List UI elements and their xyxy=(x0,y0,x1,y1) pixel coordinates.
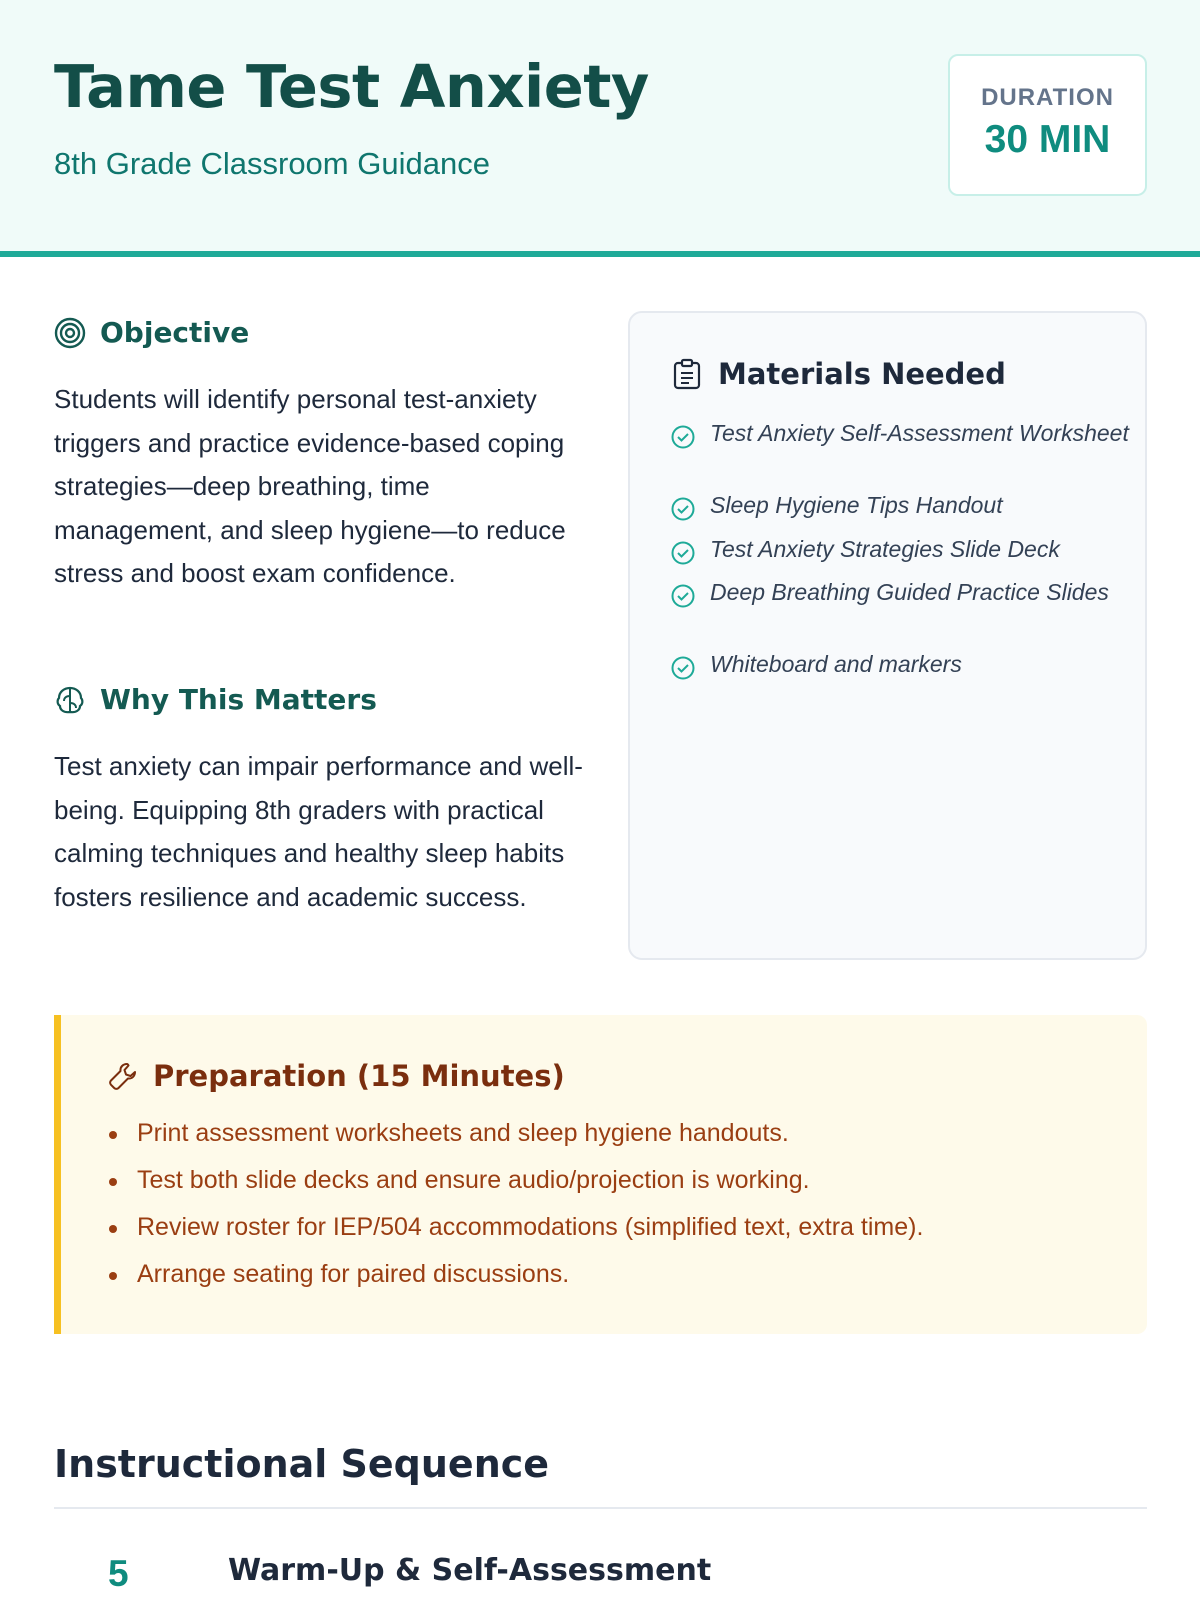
sequence-heading: Instructional Sequence xyxy=(54,1442,550,1486)
material-text: Test Anxiety Strategies Slide Deck xyxy=(710,536,1060,562)
duration-value: 30 MIN xyxy=(984,118,1111,161)
step-title: Warm-Up & Self-Assessment xyxy=(228,1553,712,1588)
bullet xyxy=(109,1225,117,1233)
preparation-heading xyxy=(107,1059,565,1093)
lesson-header xyxy=(0,0,1200,257)
page-subtitle: 8th Grade Classroom Guidance xyxy=(54,146,490,181)
material-text: Sleep Hygiene Tips Handout xyxy=(710,492,1003,518)
materials-card xyxy=(628,311,1147,960)
check-circle-icon xyxy=(670,655,696,681)
preparation-heading-label: Preparation (15 Minutes) xyxy=(153,1059,565,1093)
check-circle-icon xyxy=(670,540,696,566)
target-icon xyxy=(54,317,86,349)
prep-text: Review roster for IEP/504 accommodations (simplified text, extra time). xyxy=(137,1213,924,1241)
objective-heading-label: Objective xyxy=(100,316,250,349)
objective-heading xyxy=(54,316,249,349)
prep-text: Test both slide decks and ensure audio/projection is working. xyxy=(137,1166,810,1194)
check-circle-icon xyxy=(670,424,696,450)
duration-label: DURATION xyxy=(981,84,1114,111)
check-circle-icon xyxy=(670,496,696,522)
bullet xyxy=(109,1131,117,1139)
why-heading xyxy=(54,683,377,716)
divider xyxy=(54,1507,1147,1509)
materials-heading xyxy=(672,357,1006,391)
preparation-callout xyxy=(54,1015,1147,1334)
check-circle-icon xyxy=(670,583,696,609)
why-heading-label: Why This Matters xyxy=(100,683,377,716)
material-text: Deep Breathing Guided Practice Slides xyxy=(710,579,1109,605)
why-text: Test anxiety can impair performance and well-being. Equipping 8th graders with practical calming techniques and healthy sleep habits fosters resilience and academic success. xyxy=(54,751,583,912)
step-minutes: 5 xyxy=(108,1553,129,1594)
duration-badge xyxy=(948,54,1147,196)
objective-text: Students will identify personal test-anxiety triggers and practice evidence-based coping strategies—deep breathing, time management, and sleep hygiene—to reduce stress and boost exam confidence. xyxy=(54,384,566,588)
wrench-icon xyxy=(107,1060,139,1092)
prep-text: Print assessment worksheets and sleep hygiene handouts. xyxy=(137,1119,789,1147)
bullet xyxy=(109,1272,117,1280)
materials-heading-label: Materials Needed xyxy=(718,357,1006,391)
material-text: Whiteboard and markers xyxy=(710,651,962,677)
material-text: Test Anxiety Self-Assessment Worksheet xyxy=(710,420,1129,446)
brain-icon xyxy=(54,684,86,716)
clipboard-icon xyxy=(672,358,702,390)
prep-text: Arrange seating for paired discussions. xyxy=(137,1260,570,1288)
page-title: Tame Test Anxiety xyxy=(54,52,649,121)
bullet xyxy=(109,1178,117,1186)
